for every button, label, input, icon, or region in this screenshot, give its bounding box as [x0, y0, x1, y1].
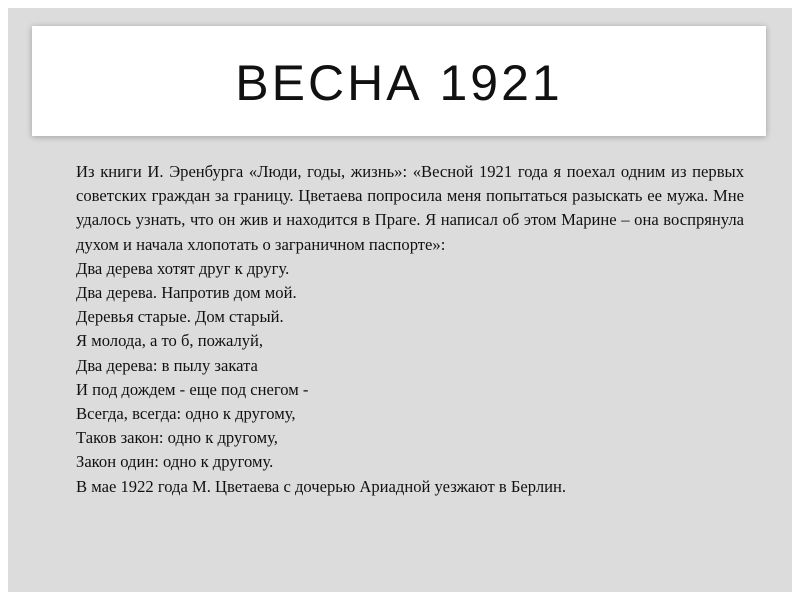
- closing-line: В мае 1922 года М. Цветаева с дочерью Ариадной уезжают в Берлин.: [76, 476, 567, 496]
- poem-line: Два дерева: в пылу заката: [76, 355, 258, 375]
- poem-line: Таков закон: одно к другому,: [76, 428, 278, 448]
- intro-paragraph: Из книги И. Эренбурга «Люди, годы, жизнь»: «Весной 1921 года я поехал одним из первых советских граждан за границу. Цветаева попросила меня попытаться разыскать ее мужа. Мне удалось узнать, что он жив и находится в Праге. Я написал об этом Марине – она воспрянула духом и начала хлопотать о заграничном паспорте»:: [76, 162, 744, 254]
- poem-line: Деревья старые. Дом старый.: [76, 307, 284, 327]
- slide: [8, 8, 792, 592]
- poem-line: Два дерева хотят друг к другу.: [76, 258, 290, 278]
- poem-line: Закон один: одно к другому.: [76, 452, 274, 472]
- body-text: [76, 160, 744, 499]
- poem-line: Всегда, всегда: одно к другому,: [76, 404, 296, 424]
- slide-title: ВЕСНА 1921: [235, 55, 563, 111]
- poem-line: Два дерева. Напротив дом мой.: [76, 283, 297, 303]
- title-box: [32, 26, 766, 136]
- poem-line: Я молода, а то б, пожалуй,: [76, 331, 264, 351]
- poem-line: И под дождем - еще под снегом -: [76, 379, 309, 399]
